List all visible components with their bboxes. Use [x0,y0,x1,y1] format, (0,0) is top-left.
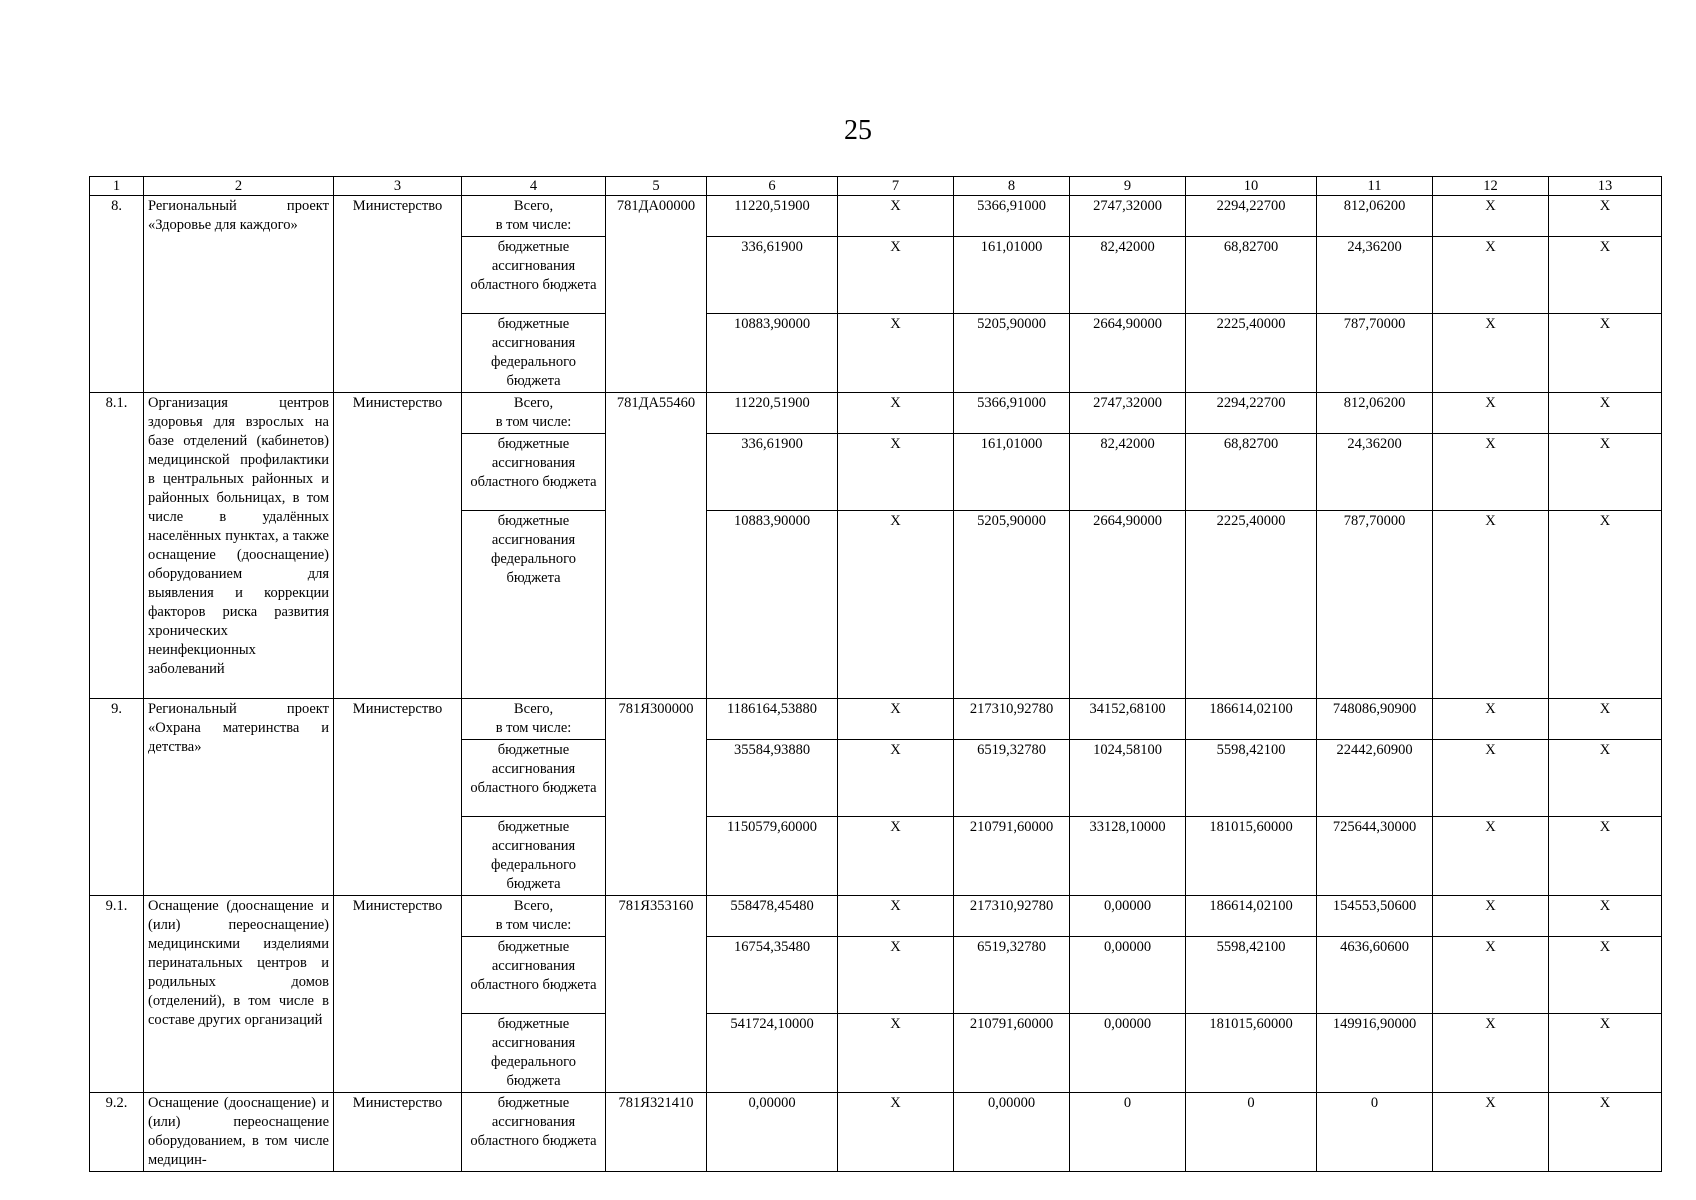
mark-cell: X [1433,699,1549,740]
amount-cell: 812,06200 [1317,393,1433,434]
funding-source-cell: Всего, в том числе: [462,196,606,237]
table-row [90,896,1662,937]
table-row [90,196,1662,237]
amount-cell: 0,00000 [1070,937,1186,1014]
budget-code-cell: 781Я300000 [606,699,707,896]
executor-cell: Министерство [334,699,462,896]
amount-cell: 748086,90900 [1317,699,1433,740]
column-header: 6 [707,177,838,196]
amount-cell: 161,01000 [954,434,1070,511]
amount-cell: 6519,32780 [954,740,1070,817]
row-name-cell: Оснащение (дооснащение и (или) переоснащение) медицинскими изделиями перинатальных центров и родильных домов (отделений), в том числе в составе других организаций [144,896,334,1093]
mark-cell: X [838,434,954,511]
mark-cell: X [1549,937,1662,1014]
budget-code-cell: 781Я321410 [606,1093,707,1172]
row-number-cell: 9.1. [90,896,144,1093]
amount-cell: 1186164,53880 [707,699,838,740]
amount-cell: 0,00000 [1070,1014,1186,1093]
column-header: 4 [462,177,606,196]
amount-cell: 35584,93880 [707,740,838,817]
amount-cell: 82,42000 [1070,237,1186,314]
row-number-cell: 8.1. [90,393,144,699]
column-header: 8 [954,177,1070,196]
page-number: 25 [844,115,872,146]
row-name-cell: Региональный проект «Охрана материнства и детства» [144,699,334,896]
row-number-cell: 8. [90,196,144,393]
mark-cell: X [1549,699,1662,740]
amount-cell: 0 [1186,1093,1317,1172]
amount-cell: 149916,90000 [1317,1014,1433,1093]
amount-cell: 0 [1317,1093,1433,1172]
mark-cell: X [838,699,954,740]
amount-cell: 541724,10000 [707,1014,838,1093]
mark-cell: X [838,237,954,314]
column-header: 13 [1549,177,1662,196]
amount-cell: 0,00000 [954,1093,1070,1172]
mark-cell: X [1433,740,1549,817]
mark-cell: X [1549,434,1662,511]
mark-cell: X [838,937,954,1014]
amount-cell: 210791,60000 [954,817,1070,896]
row-number-cell: 9. [90,699,144,896]
funding-source-cell: Всего, в том числе: [462,896,606,937]
amount-cell: 2664,90000 [1070,511,1186,699]
amount-cell: 217310,92780 [954,896,1070,937]
mark-cell: X [1433,817,1549,896]
funding-source-cell: Всего, в том числе: [462,393,606,434]
amount-cell: 5205,90000 [954,314,1070,393]
column-header: 12 [1433,177,1549,196]
mark-cell: X [1433,237,1549,314]
amount-cell: 558478,45480 [707,896,838,937]
mark-cell: X [1433,1093,1549,1172]
funding-source-cell: бюджетные ассигнования областного бюджета [462,740,606,817]
mark-cell: X [838,817,954,896]
mark-cell: X [838,393,954,434]
amount-cell: 336,61900 [707,434,838,511]
column-header: 3 [334,177,462,196]
column-header: 1 [90,177,144,196]
mark-cell: X [838,196,954,237]
amount-cell: 16754,35480 [707,937,838,1014]
amount-cell: 4636,60600 [1317,937,1433,1014]
mark-cell: X [838,1014,954,1093]
mark-cell: X [1433,896,1549,937]
amount-cell: 68,82700 [1186,434,1317,511]
mark-cell: X [838,1093,954,1172]
amount-cell: 161,01000 [954,237,1070,314]
amount-cell: 5598,42100 [1186,740,1317,817]
executor-cell: Министерство [334,196,462,393]
amount-cell: 186614,02100 [1186,896,1317,937]
amount-cell: 812,06200 [1317,196,1433,237]
row-number-cell: 9.2. [90,1093,144,1172]
row-name-cell: Региональный проект «Здоровье для каждого» [144,196,334,393]
funding-source-cell: бюджетные ассигнования федерального бюджета [462,511,606,699]
amount-cell: 24,36200 [1317,237,1433,314]
budget-code-cell: 781ДА00000 [606,196,707,393]
amount-cell: 2225,40000 [1186,314,1317,393]
executor-cell: Министерство [334,896,462,1093]
funding-source-cell: бюджетные ассигнования федерального бюджета [462,314,606,393]
budget-code-cell: 781Я353160 [606,896,707,1093]
funding-source-cell: бюджетные ассигнования федерального бюджета [462,1014,606,1093]
funding-source-cell: бюджетные ассигнования областного бюджета [462,434,606,511]
budget-table [89,176,1662,1172]
funding-source-cell: бюджетные ассигнования областного бюджета [462,237,606,314]
column-header: 5 [606,177,707,196]
mark-cell: X [1549,237,1662,314]
mark-cell: X [1549,393,1662,434]
amount-cell: 5598,42100 [1186,937,1317,1014]
amount-cell: 2225,40000 [1186,511,1317,699]
amount-cell: 336,61900 [707,237,838,314]
amount-cell: 2294,22700 [1186,196,1317,237]
mark-cell: X [838,511,954,699]
mark-cell: X [838,740,954,817]
mark-cell: X [1433,393,1549,434]
mark-cell: X [1549,1093,1662,1172]
amount-cell: 181015,60000 [1186,1014,1317,1093]
column-number-row [90,177,1662,196]
table-body [90,177,1662,1172]
funding-source-cell: бюджетные ассигнования областного бюджета [462,1093,606,1172]
mark-cell: X [1433,314,1549,393]
executor-cell: Министерство [334,1093,462,1172]
amount-cell: 181015,60000 [1186,817,1317,896]
amount-cell: 22442,60900 [1317,740,1433,817]
executor-cell: Министерство [334,393,462,699]
amount-cell: 1024,58100 [1070,740,1186,817]
funding-source-cell: бюджетные ассигнования областного бюджета [462,937,606,1014]
column-header: 9 [1070,177,1186,196]
table-row [90,699,1662,740]
amount-cell: 68,82700 [1186,237,1317,314]
mark-cell: X [1549,1014,1662,1093]
mark-cell: X [838,896,954,937]
mark-cell: X [838,314,954,393]
amount-cell: 5366,91000 [954,196,1070,237]
amount-cell: 1150579,60000 [707,817,838,896]
amount-cell: 787,70000 [1317,511,1433,699]
column-header: 2 [144,177,334,196]
mark-cell: X [1433,196,1549,237]
mark-cell: X [1433,434,1549,511]
mark-cell: X [1433,511,1549,699]
amount-cell: 2747,32000 [1070,393,1186,434]
amount-cell: 5366,91000 [954,393,1070,434]
mark-cell: X [1433,1014,1549,1093]
mark-cell: X [1549,896,1662,937]
amount-cell: 82,42000 [1070,434,1186,511]
funding-source-cell: Всего, в том числе: [462,699,606,740]
amount-cell: 24,36200 [1317,434,1433,511]
amount-cell: 0,00000 [1070,896,1186,937]
mark-cell: X [1549,740,1662,817]
amount-cell: 11220,51900 [707,196,838,237]
amount-cell: 5205,90000 [954,511,1070,699]
mark-cell: X [1433,937,1549,1014]
amount-cell: 33128,10000 [1070,817,1186,896]
amount-cell: 34152,68100 [1070,699,1186,740]
column-header: 11 [1317,177,1433,196]
amount-cell: 186614,02100 [1186,699,1317,740]
row-name-cell: Оснащение (дооснащение) и (или) переоснащение оборудованием, в том числе медицин- [144,1093,334,1172]
amount-cell: 6519,32780 [954,937,1070,1014]
column-header: 7 [838,177,954,196]
amount-cell: 11220,51900 [707,393,838,434]
mark-cell: X [1549,196,1662,237]
amount-cell: 217310,92780 [954,699,1070,740]
row-name-cell: Организация центров здоровья для взрослых на базе отделений (кабинетов) медицинской профилактики в центральных районных и районных больницах, в том числе в удалённых населённых пунктах, а также оснащение (дооснащение) оборудованием для выявления и коррекции факторов риска развития хронических неинфекционных заболеваний [144,393,334,699]
amount-cell: 10883,90000 [707,314,838,393]
amount-cell: 2747,32000 [1070,196,1186,237]
budget-code-cell: 781ДА55460 [606,393,707,699]
amount-cell: 210791,60000 [954,1014,1070,1093]
mark-cell: X [1549,817,1662,896]
table-row [90,1093,1662,1172]
mark-cell: X [1549,511,1662,699]
amount-cell: 154553,50600 [1317,896,1433,937]
amount-cell: 2664,90000 [1070,314,1186,393]
amount-cell: 0 [1070,1093,1186,1172]
amount-cell: 10883,90000 [707,511,838,699]
column-header: 10 [1186,177,1317,196]
amount-cell: 0,00000 [707,1093,838,1172]
table-row [90,393,1662,434]
funding-source-cell: бюджетные ассигнования федерального бюджета [462,817,606,896]
mark-cell: X [1549,314,1662,393]
amount-cell: 725644,30000 [1317,817,1433,896]
amount-cell: 2294,22700 [1186,393,1317,434]
amount-cell: 787,70000 [1317,314,1433,393]
